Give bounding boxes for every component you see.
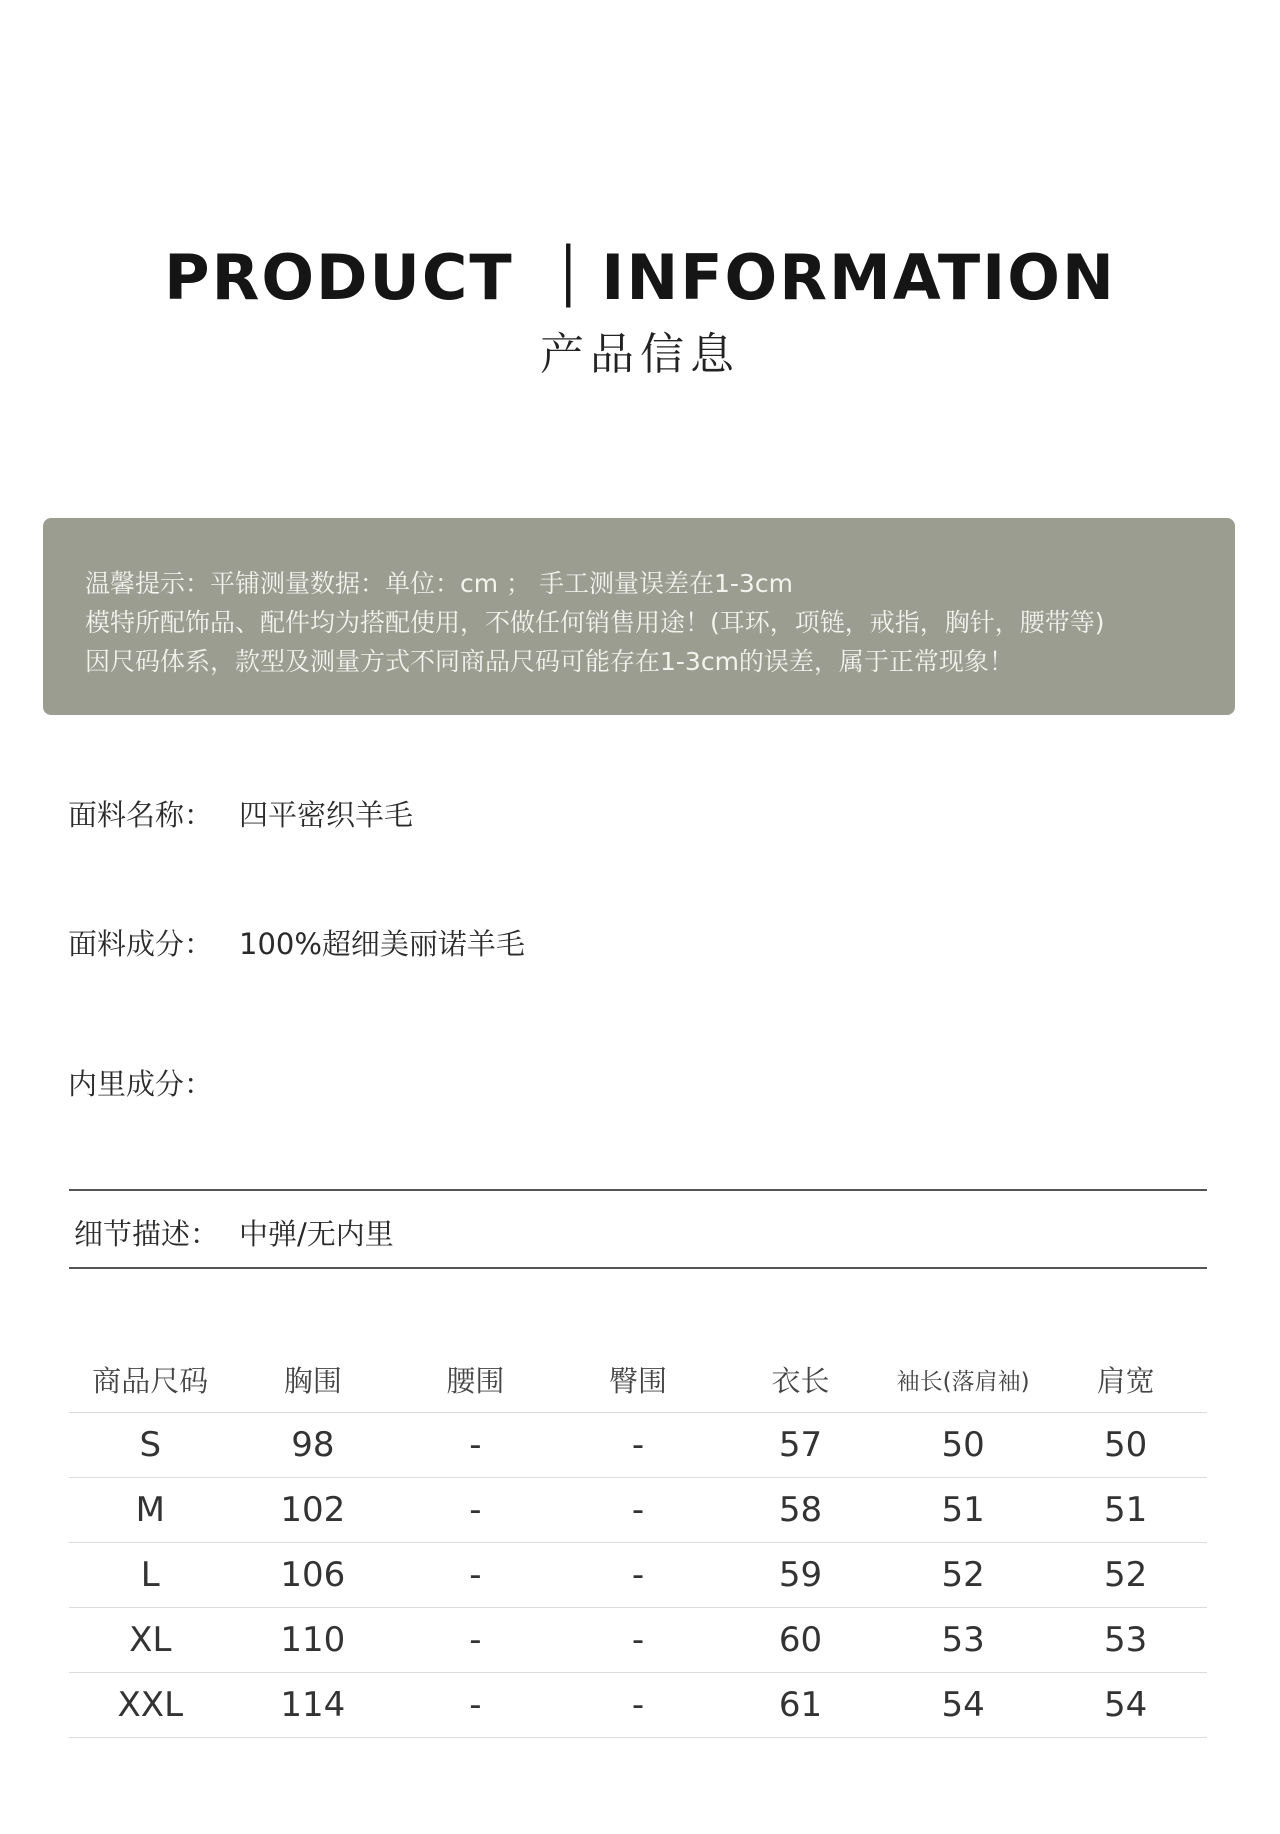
table-cell: M	[69, 1478, 232, 1543]
table-cell: 54	[1044, 1673, 1207, 1738]
size-table-header	[69, 1346, 1207, 1413]
table-cell: -	[557, 1673, 720, 1738]
table-cell: -	[394, 1543, 557, 1608]
table-cell: 110	[232, 1608, 395, 1673]
table-cell: -	[394, 1478, 557, 1543]
table-row	[69, 1478, 1207, 1543]
table-cell: -	[394, 1413, 557, 1478]
divider-bottom	[69, 1267, 1207, 1269]
fabric-name-label: 面料名称：	[68, 798, 214, 832]
table-row	[69, 1608, 1207, 1673]
table-cell: 60	[719, 1608, 882, 1673]
fabric-name-row	[68, 793, 414, 834]
table-cell: 114	[232, 1673, 395, 1738]
fabric-composition-label: 面料成分：	[68, 927, 214, 961]
table-cell: 50	[1044, 1413, 1207, 1478]
table-cell: L	[69, 1543, 232, 1608]
table-cell: 53	[882, 1608, 1045, 1673]
table-cell: 53	[1044, 1608, 1207, 1673]
table-cell: 52	[1044, 1543, 1207, 1608]
fabric-name-value: 四平密织羊毛	[239, 798, 414, 832]
notice-box	[43, 518, 1235, 715]
notice-line: 因尺码体系，款型及测量方式不同商品尺码可能存在1-3cm的误差，属于正常现象！	[85, 647, 1014, 676]
table-cell: S	[69, 1413, 232, 1478]
table-cell: 51	[882, 1478, 1045, 1543]
table-cell: 58	[719, 1478, 882, 1543]
table-cell: 98	[232, 1413, 395, 1478]
page-title-chinese: 产品信息	[540, 329, 740, 380]
table-cell: 59	[719, 1543, 882, 1608]
header-shoulder: 肩宽	[1096, 1363, 1155, 1398]
header-hip: 臀围	[608, 1363, 667, 1398]
table-cell: XXL	[69, 1673, 232, 1738]
size-table	[69, 1346, 1207, 1738]
lining-label: 内里成分：	[68, 1067, 214, 1101]
table-cell: 54	[882, 1673, 1045, 1738]
divider-top	[69, 1189, 1207, 1191]
table-cell: 50	[882, 1413, 1045, 1478]
header-size: 商品尺码	[92, 1363, 209, 1398]
lining-row	[68, 1062, 213, 1103]
table-cell: -	[557, 1413, 720, 1478]
table-cell: XL	[69, 1608, 232, 1673]
detail-row	[74, 1212, 394, 1253]
table-cell: -	[557, 1543, 720, 1608]
table-cell: -	[557, 1478, 720, 1543]
table-cell: -	[394, 1608, 557, 1673]
table-cell: 52	[882, 1543, 1045, 1608]
header-sleeve: 袖长(落肩袖)	[896, 1368, 1030, 1395]
table-cell: 51	[1044, 1478, 1207, 1543]
table-cell: -	[557, 1608, 720, 1673]
table-row	[69, 1413, 1207, 1478]
table-cell: 61	[719, 1673, 882, 1738]
table-row	[69, 1673, 1207, 1738]
table-cell: -	[394, 1673, 557, 1738]
fabric-composition-value: 100%超细美丽诺羊毛	[239, 927, 525, 961]
table-row	[69, 1543, 1207, 1608]
table-cell: 106	[232, 1543, 395, 1608]
table-cell: 102	[232, 1478, 395, 1543]
detail-value: 中弹/无内里	[239, 1217, 394, 1251]
header-waist: 腰围	[446, 1363, 505, 1398]
notice-line: 温馨提示：平铺测量数据：单位：cm ； 手工测量误差在1-3cm	[85, 569, 793, 598]
fabric-composition-row	[68, 922, 525, 963]
table-cell: 57	[719, 1413, 882, 1478]
page-title-english: PRODUCT ｜INFORMATION	[164, 241, 1116, 314]
detail-label: 细节描述：	[74, 1217, 220, 1251]
notice-line: 模特所配饰品、配件均为搭配使用，不做任何销售用途！(耳环，项链，戒指，胸针，腰带等)	[85, 608, 1105, 637]
header-length: 衣长	[771, 1363, 830, 1398]
header-chest: 胸围	[283, 1363, 342, 1398]
